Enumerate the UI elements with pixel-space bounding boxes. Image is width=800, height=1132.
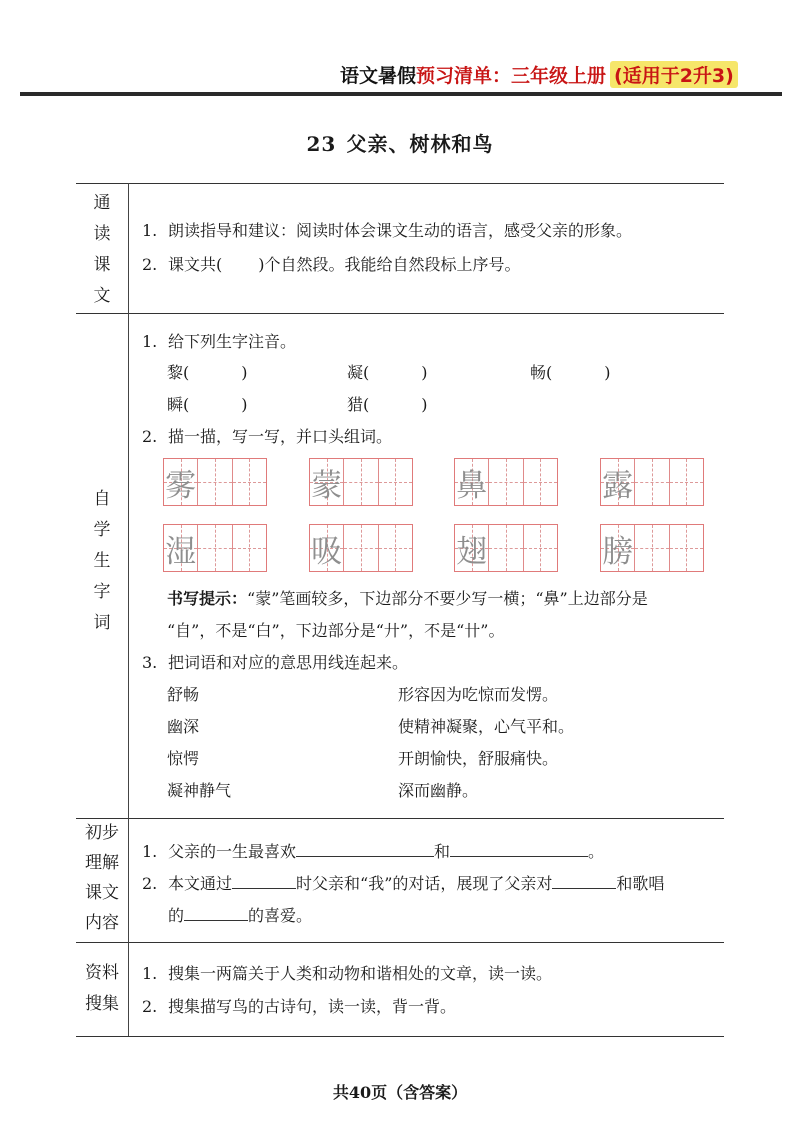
header-title-part2: 预习清单：三年级上册: [416, 64, 607, 87]
item-number: 1.: [142, 221, 158, 240]
table-column-divider: [128, 183, 129, 1036]
table-row-divider: [76, 942, 724, 943]
lesson-number: 23: [306, 132, 337, 156]
pinyin-lie: 猎( ): [347, 395, 428, 414]
pinyin-li: 黎( ): [167, 363, 248, 382]
item-text: 把词语和对应的意思用线连起来。: [168, 653, 409, 672]
pinyin-chang: 畅( ): [530, 363, 611, 382]
table-row-divider: [76, 818, 724, 819]
trace-grid-bi[interactable]: [454, 458, 558, 506]
label-char: 课: [93, 255, 111, 275]
item-number: 1.: [142, 332, 158, 351]
match-word[interactable]: 惊愕: [167, 749, 200, 768]
trace-grid-xi[interactable]: [309, 524, 413, 572]
item-text: 搜集一两篇关于人类和动物和谐相处的文章，读一读。: [168, 964, 553, 983]
content-item-2: [142, 870, 664, 896]
pinyin-ning: 凝( ): [347, 363, 428, 382]
label-char: 学: [93, 520, 111, 540]
reading-item-1: [142, 219, 632, 243]
label-line: 初步: [85, 823, 119, 843]
label-char: 生: [93, 551, 111, 571]
item-number: 3.: [142, 653, 158, 672]
item-text: 给下列生字注音。: [168, 332, 297, 351]
match-meaning[interactable]: 形容因为吃惊而发愣。: [398, 685, 559, 704]
item-text: 和歌唱: [616, 874, 665, 893]
answer-blank[interactable]: [184, 902, 248, 921]
answer-blank[interactable]: [552, 870, 616, 889]
trace-grid-wu[interactable]: [163, 458, 267, 506]
hint-label: 书写提示：: [167, 589, 248, 608]
match-word[interactable]: 幽深: [167, 717, 200, 736]
answer-blank[interactable]: [450, 838, 588, 857]
item-text: 本文通过: [168, 874, 233, 893]
item-text: 描一描，写一写，并口头组词。: [168, 427, 393, 446]
match-word[interactable]: 舒畅: [167, 685, 200, 704]
pinyin-shun: 瞬( ): [167, 395, 248, 414]
item-text: 搜集描写鸟的古诗句，读一读，背一背。: [168, 997, 457, 1016]
item-number: 2.: [142, 874, 158, 893]
item-number: 2.: [142, 427, 158, 446]
lesson-name: 父亲、树林和鸟: [346, 132, 494, 156]
item-number: 1.: [142, 964, 158, 983]
trace-grid-shi[interactable]: [163, 524, 267, 572]
header-divider: [20, 92, 782, 96]
label-char: 字: [93, 582, 111, 602]
characters-q2: [142, 425, 392, 449]
label-line: 搜集: [85, 994, 119, 1014]
page-footer: 共40页（含答案）: [332, 1083, 468, 1102]
item-text: 课文共(: [168, 255, 223, 274]
writing-hint-line2: “自”，不是“白”，下边部分是“廾”，不是“卄”。: [167, 621, 505, 640]
trace-grid-bang[interactable]: [600, 524, 704, 572]
item-number: 2.: [142, 255, 158, 274]
lesson-title: [0, 128, 800, 157]
trace-char: 雾: [165, 467, 197, 504]
table-top-border: [76, 183, 724, 184]
research-item-2: [142, 995, 456, 1019]
label-line: 资料: [85, 963, 119, 983]
item-text: 的喜爱。: [248, 906, 313, 925]
trace-char: 蒙: [311, 467, 343, 504]
label-char: 文: [93, 286, 111, 306]
characters-q1: [142, 330, 296, 354]
answer-blank[interactable]: [232, 870, 296, 889]
section-label-research: [76, 958, 128, 1020]
trace-char: 膀: [602, 533, 634, 570]
content-item-2-cont: [168, 902, 312, 928]
trace-grid-meng[interactable]: [309, 458, 413, 506]
item-text: )个自然段。我能给自然段标上序号。: [258, 255, 521, 274]
item-number: 1.: [142, 842, 158, 861]
item-text: 时父亲和“我”的对话，展现了父亲对: [296, 874, 553, 893]
match-word[interactable]: 凝神静气: [167, 781, 232, 800]
section-label-characters: [76, 484, 128, 639]
label-char: 读: [93, 224, 111, 244]
item-text: 和: [434, 842, 451, 861]
trace-char: 湿: [165, 533, 197, 570]
trace-char: 鼻: [456, 467, 488, 504]
label-line: 理解: [85, 853, 119, 873]
header-grade-tag: (适用于2升3): [610, 61, 738, 88]
trace-char: 吸: [311, 533, 343, 570]
item-text: 朗读指导和建议：阅读时体会课文生动的语言，感受父亲的形象。: [168, 221, 633, 240]
reading-item-2: [142, 253, 521, 277]
trace-char: 露: [602, 467, 634, 504]
characters-q3: [142, 651, 408, 675]
item-text: 父亲的一生最喜欢: [168, 842, 297, 861]
writing-hint-line1: [167, 587, 648, 611]
match-meaning[interactable]: 开朗愉快，舒服痛快。: [398, 749, 559, 768]
page-header: [340, 58, 738, 90]
trace-grid-chi[interactable]: [454, 524, 558, 572]
label-char: 词: [93, 613, 111, 633]
header-title-part1: 语文暑假: [340, 64, 417, 87]
match-meaning[interactable]: 深而幽静。: [398, 781, 479, 800]
section-label-content: [76, 818, 128, 938]
label-char: 通: [93, 193, 111, 213]
label-line: 课文: [85, 883, 119, 903]
trace-char: 翅: [456, 533, 488, 570]
answer-blank[interactable]: [296, 838, 434, 857]
content-item-1: [142, 838, 604, 864]
label-char: 自: [93, 489, 111, 509]
section-label-reading: [76, 188, 128, 312]
item-text: 。: [588, 842, 605, 861]
label-line: 内容: [85, 913, 119, 933]
table-bottom-border: [76, 1036, 724, 1037]
hint-text: “蒙”笔画较多，下边部分不要少写一横；“鼻”上边部分是: [247, 589, 648, 608]
trace-grid-lu[interactable]: [600, 458, 704, 506]
research-item-1: [142, 962, 552, 986]
match-meaning[interactable]: 使精神凝聚，心气平和。: [398, 717, 575, 736]
item-number: 2.: [142, 997, 158, 1016]
table-row-divider: [76, 313, 724, 314]
item-text: 的: [168, 906, 185, 925]
